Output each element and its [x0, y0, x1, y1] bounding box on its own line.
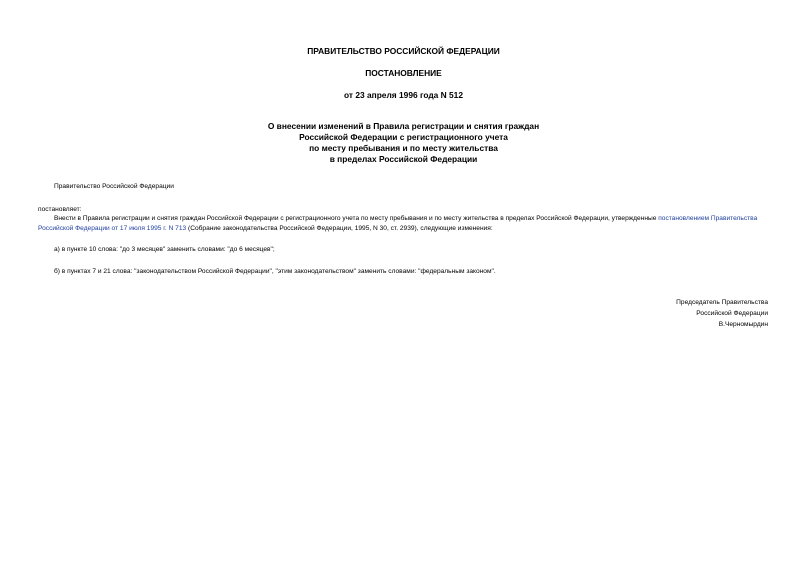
title-line: в пределах Российской Федерации — [329, 154, 478, 164]
main-text-after-link: (Собрание законодательства Российской Федерации, 1995, N 30, ст. 2939), следующие изменения: — [186, 224, 493, 232]
issuer-heading: ПРАВИТЕЛЬСТВО РОССИЙСКОЙ ФЕДЕРАЦИИ — [307, 46, 500, 56]
signature-line: Российской Федерации — [696, 310, 768, 317]
date-number-heading: от 23 апреля 1996 года N 512 — [344, 90, 463, 100]
signature-line: В.Черномырдин — [718, 321, 768, 328]
title-line: по месту пребывания и по месту жительства — [309, 143, 498, 153]
resolution-link[interactable]: постановлением Правительства Российской Федерации от 17 июля 1995 г. N 713 — [38, 215, 758, 232]
title-line: О внесении изменений в Правила регистрации и снятия граждан — [267, 121, 540, 131]
item-a-paragraph: а) в пункте 10 слова: "до 3 месяцев" заменить словами: "до 6 месяцев"; — [54, 246, 275, 253]
document-title — [0, 121, 807, 165]
government-line: Правительство Российской Федерации — [54, 183, 174, 190]
item-b-paragraph: б) в пунктах 7 и 21 слова: "законодательством Российской Федерации", "этим законодательством" заменить словами: "федеральным законом". — [54, 268, 496, 275]
document-type-heading: ПОСТАНОВЛЕНИЕ — [365, 68, 442, 78]
resolves-line: постановляет: — [38, 206, 82, 213]
signature-block — [676, 297, 768, 330]
signature-line: Председатель Правительства — [676, 299, 768, 306]
main-text-before-link: Внести в Правила регистрации и снятия граждан Российской Федерации с регистрационного учета по месту пребывания и по месту жительства в пределах Российской Федерации, утвержденные — [54, 215, 659, 222]
main-paragraph — [38, 214, 770, 233]
title-line: Российской Федерации с регистрационного учета — [299, 132, 508, 142]
